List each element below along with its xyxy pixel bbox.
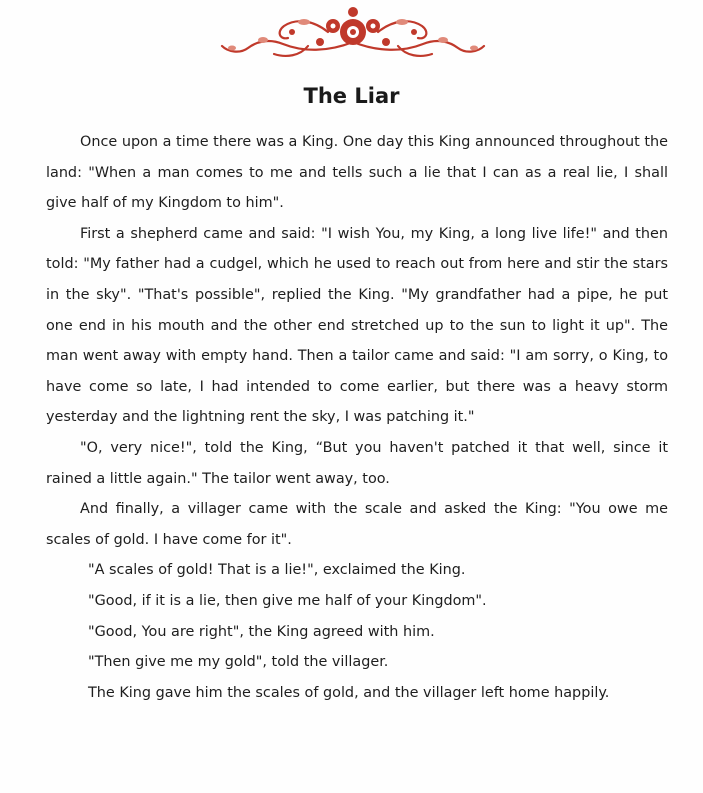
paragraph-king-exclaims: "A scales of gold! That is a lie!", exclaimed the King. [88, 562, 466, 579]
paragraph-king-agrees: "Good, You are right", the King agreed with him. [88, 623, 435, 640]
paragraph-shepherd-tailor: First a shepherd came and said: "I wish You, my King, a long live life!" and then told: "My father had a cudgel, which he used to reach out from here and stir the stars in the sky". "That's possible", replied the King. "My grandfather had a pipe, he put one end in his mouth and the other end stretched up to the sun to light it up". The man went away with empty hand. Then a tailor came and said: "I am sorry, o King, to have come so late, I had intended to come earlier, but there was a heavy storm yesterday and the lightning rent the sky, I was patching it." [46, 225, 668, 426]
paragraph-villager: And finally, a villager came with the scale and asked the King: "You owe me scales of gold. I have come for it". [46, 501, 668, 548]
paragraph-ending: The King gave him the scales of gold, and the villager left home happily. [88, 684, 610, 701]
paragraph-king-reply: "O, very nice!", told the King, “But you haven't patched it that well, since it rained a little again." The tailor went away, too. [46, 439, 668, 487]
document-title: The Liar [303, 84, 400, 108]
floral-ornament-icon [208, 2, 498, 62]
paragraph-intro: Once upon a time there was a King. One day this King announced throughout the land: "When a man comes to me and tells such a lie that I can as a real lie, I shall give half of my Kingdom to him". [46, 134, 668, 212]
story-body [46, 127, 668, 708]
paragraph-villager-demands: "Good, if it is a lie, then give me half of your Kingdom". [88, 592, 487, 609]
paragraph-gold-request: "Then give me my gold", told the villager. [88, 654, 389, 671]
